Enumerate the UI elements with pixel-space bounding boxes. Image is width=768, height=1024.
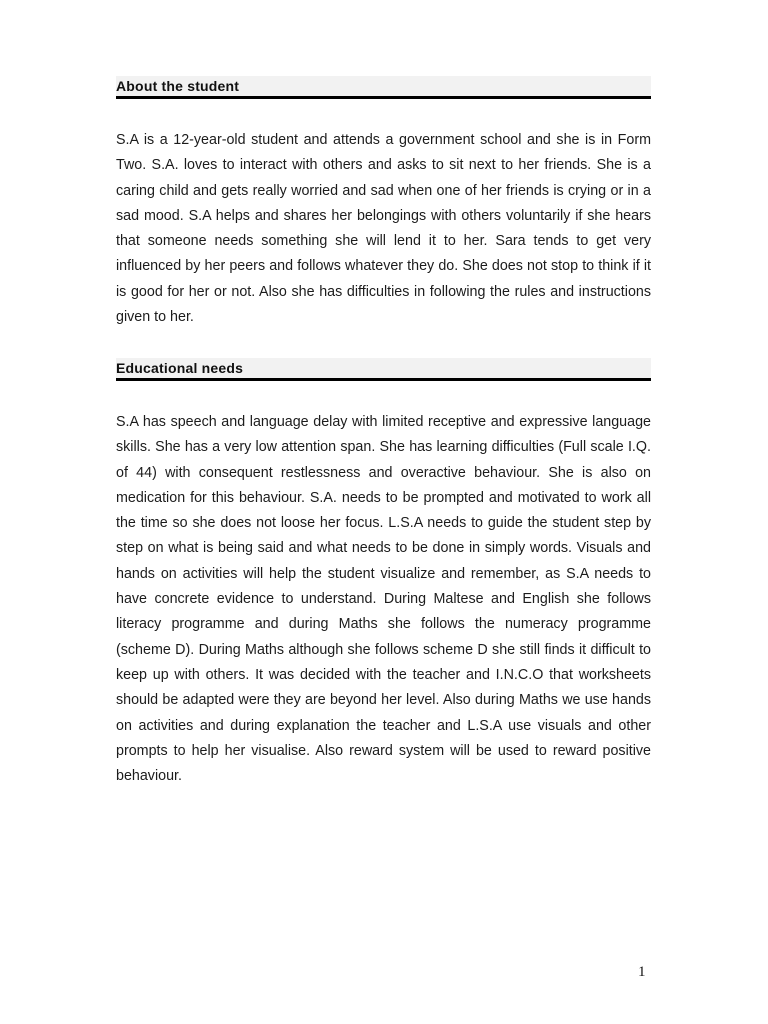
heading-text: About the student <box>116 78 240 94</box>
paragraph-about-student: S.A is a 12-year-old student and attends a government school and she is in Form Two. S.A. loves to interact with others and asks to sit next to her friends. She is a caring child and gets really worried and sad when one of her friends is crying or in a sad mood. S.A helps and shares her belongings with others voluntarily if she hears that someone needs something she will lend it to her. Sara tends to get very influenced by her peers and follows whatever they do. She does not stop to think if it is good for her or not. Also she has difficulties in following the rules and instructions given to her. <box>116 132 651 326</box>
heading-bar <box>116 358 651 381</box>
section-heading-about-student <box>116 76 651 99</box>
page-number: 1 <box>638 964 646 980</box>
paragraph-educational-needs: S.A has speech and language delay with limited receptive and expressive language skills. She has a very low attention span. She has learning difficulties (Full scale I.Q. of 44) with consequent restlessness and overactive behaviour. She is also on medication for this behaviour. S.A. needs to be prompted and motivated to work all the time so she does not loose her focus. L.S.A needs to guide the student step by step on what is being said and what needs to be done in simply words. Visuals and hands on activities will help the student visualize and remember, as S.A needs to have concrete evidence to understand. During Maltese and English she follows literacy programme and during Maths she follows the numeracy programme (scheme D). During Maths although she follows scheme D she still finds it difficult to keep up with others. It was decided with the teacher and I.N.C.O that worksheets should be adapted were they are beyond her level. Also during Maths we use hands on activities and during explanation the teacher and L.S.A use visuals and other prompts to help her visualise. Also reward system will be used to reward positive behaviour. <box>116 414 651 785</box>
section-heading-educational-needs <box>116 358 651 381</box>
heading-bar <box>116 76 651 99</box>
heading-text: Educational needs <box>116 360 244 376</box>
